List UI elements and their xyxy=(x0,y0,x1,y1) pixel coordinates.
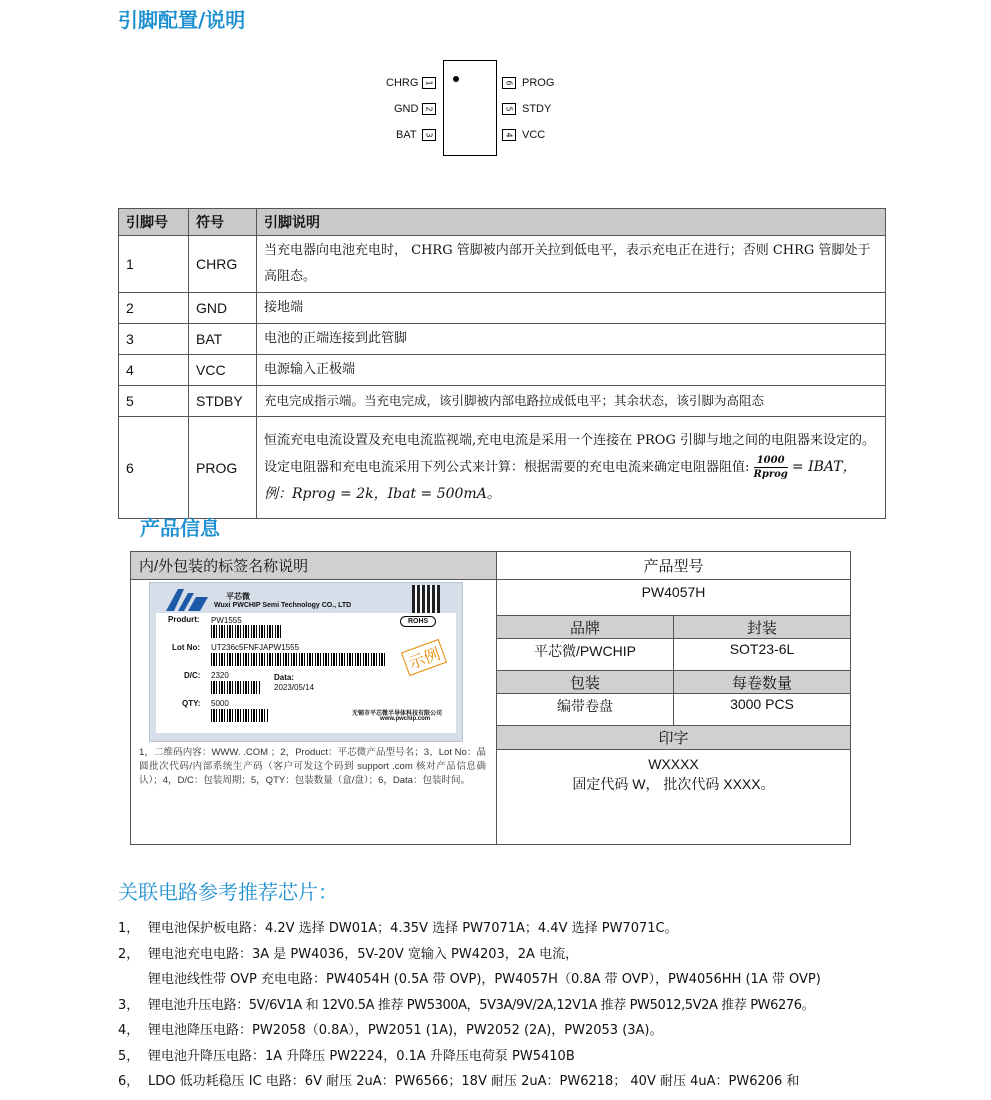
label-footer-url: www.pwchip.com xyxy=(380,716,431,722)
label-qty-label: QTY: xyxy=(182,699,201,708)
pin1-dot-icon xyxy=(453,76,459,82)
label-note-text: 1，二维码内容：WWW. .COM ；2，Product：平芯微产品型号名；3、Lot No：晶圆批次代码/内部系统生产码（客户可发这个码到 support .com 核对产品信息确认）；4，D/C：包装周期；5，QTY：包装数量（盒/盘）；6，Data：包装时间。 xyxy=(139,747,486,786)
pin-description-table xyxy=(118,208,886,519)
label-brand-cn: 平芯微 xyxy=(226,592,250,601)
pwchip-logo-icon xyxy=(164,587,214,613)
pin-symbol: GND xyxy=(189,293,257,324)
packing-value: 编带卷盘 xyxy=(497,694,674,726)
pin-description: 电池的正端连接到此管脚 xyxy=(257,324,886,355)
label-header: 内/外包装的标签名称说明 xyxy=(131,552,497,580)
label-qty-value: 5000 xyxy=(211,699,229,708)
formula-fraction xyxy=(754,454,788,481)
label-company: Wuxi PWCHIP Semi Technology CO., LTD xyxy=(214,602,352,609)
table-row xyxy=(119,355,886,386)
label-product-value: PW1555 xyxy=(211,616,242,625)
table-header-row xyxy=(119,209,886,236)
marking-note: 固定代码 W， 批次代码 XXXX。 xyxy=(572,776,775,792)
list-item: 4， 锂电池降压电路：PW2058（0.8A），PW2051 (1A)，PW2052 (2A)，PW2053 (3A)。 xyxy=(118,1023,663,1038)
pin-label-stdy: STDY xyxy=(522,103,552,115)
pin-description: 接地端 xyxy=(257,293,886,324)
label-data-value: 2023/05/14 xyxy=(274,683,315,692)
recommend-list xyxy=(118,916,878,1095)
qty-barcode-icon xyxy=(211,709,269,722)
label-footer-cn: 无锡市平芯微半导体科技有限公司 xyxy=(352,711,443,717)
pin-number: 6 xyxy=(119,417,189,519)
pin-6: 6 xyxy=(502,77,516,89)
pin-label-chrg: CHRG xyxy=(386,77,419,89)
chip-pinout-diagram xyxy=(380,58,560,162)
table-row xyxy=(119,293,886,324)
pin-1: 1 xyxy=(422,77,436,89)
pin-description-prog xyxy=(257,417,886,519)
pin-4: 4 xyxy=(502,129,516,141)
dc-barcode-icon xyxy=(211,681,261,694)
table-row xyxy=(119,324,886,355)
pin-number: 3 xyxy=(119,324,189,355)
pin-label-vcc: VCC xyxy=(522,129,546,141)
product-info-heading: 产品信息 xyxy=(140,516,220,540)
list-item: 3， 锂电池升压电路：5V/6V1A 和 12V0.5A 推荐 PW5300A，5V3A/9V/2A,12V1A 推荐 PW5012,5V2A 推荐 PW6276。 xyxy=(118,997,815,1013)
label-lot-label: Lot No: xyxy=(172,643,200,652)
pin-symbol: BAT xyxy=(189,324,257,355)
pin-number: 2 xyxy=(119,293,189,324)
formula-numerator: 1000 xyxy=(754,454,788,468)
pin-label-gnd: GND xyxy=(394,103,419,115)
formula-denominator: Rprog xyxy=(753,468,788,480)
sample-stamp: 示例 xyxy=(401,639,447,676)
package-header: 封装 xyxy=(674,616,851,639)
label-lot-value: UT236c5FNFJAPW1555 xyxy=(211,643,300,652)
label-body xyxy=(156,613,456,733)
pin-description: 当充电器向电池充电时， CHRG 管脚被内部开关拉到低电平，表示充电正在进行；否则 CHRG 管脚处于高阻态。 xyxy=(257,236,886,293)
package-value: SOT23-6L xyxy=(674,639,851,671)
label-dc-label: D/C: xyxy=(184,671,201,680)
list-item: 1， 锂电池保护板电路：4.2V 选择 DW01A；4.35V 选择 PW7071A；4.4V 选择 PW7071C。 xyxy=(118,921,678,936)
pin-symbol: VCC xyxy=(189,355,257,386)
model-value: PW4057H xyxy=(497,580,851,616)
list-item: 2， 锂电池充电电路：3A 是 PW4036，5V-20V 宽输入 PW4203，2A 电流， xyxy=(118,946,579,962)
chip-body xyxy=(443,60,497,156)
label-product-label: Produrt: xyxy=(168,615,200,624)
lot-barcode-icon xyxy=(211,653,387,666)
marking-cell xyxy=(497,750,851,845)
marking-header: 印字 xyxy=(497,726,851,750)
list-item: 5， 锂电池升降压电路：1A 升降压 PW2224，0.1A 升降压电荷泵 PW5410B xyxy=(118,1048,575,1064)
product-barcode-icon xyxy=(211,625,281,638)
label-data-label: Data: xyxy=(274,673,295,682)
model-header: 产品型号 xyxy=(497,552,851,580)
marking-value: WXXXX xyxy=(648,756,699,772)
formula-rest: = IBAT，例：Rprog = 2k，Ibat = 500mA。 xyxy=(264,458,857,502)
packing-header: 包装 xyxy=(497,671,674,694)
label-dc-value: 2320 xyxy=(211,671,229,680)
qty-value: 3000 PCS xyxy=(674,694,851,726)
label-sample-cell xyxy=(131,580,497,845)
pin-symbol: STDBY xyxy=(189,386,257,417)
pin-number: 4 xyxy=(119,355,189,386)
pin-number: 1 xyxy=(119,236,189,293)
header-description: 引脚说明 xyxy=(257,209,886,236)
list-item: 锂电池线性带 OVP 充电电路：PW4054H (0.5A 带 OVP)，PW4057H（0.8A 带 OVP），PW4056HH (1A 带 OVP) xyxy=(148,972,821,987)
qr-code-icon xyxy=(412,585,440,613)
pin-3: 3 xyxy=(422,129,436,141)
list-item: 6， LDO 低功耗稳压 IC 电路：6V 耐压 2uA：PW6566；18V 耐压 2uA：PW6218； 40V 耐压 4uA：PW6206 和 xyxy=(118,1074,800,1089)
header-symbol: 符号 xyxy=(189,209,257,236)
pin-config-heading: 引脚配置/说明 xyxy=(118,8,246,32)
pin-5: 5 xyxy=(502,103,516,115)
pin-2: 2 xyxy=(422,103,436,115)
qty-header: 每卷数量 xyxy=(674,671,851,694)
brand-value: 平芯微/PWCHIP xyxy=(497,639,674,671)
prog-description-text: 恒流充电电流设置及充电电流监视端,充电电流是采用一个连接在 PROG 引脚与地之间的电阻器来设定的。设定电阻器和充电电流采用下列公式来计算：根据需要的充电电流来确定电阻器阻值: xyxy=(264,432,875,475)
label-sample-image xyxy=(149,582,463,742)
pin-label-bat: BAT xyxy=(396,129,417,141)
pin-label-prog: PROG xyxy=(522,77,555,89)
pin-description: 电源输入正极端 xyxy=(257,355,886,386)
rohs-badge: ROHS xyxy=(400,616,436,627)
header-pin-number: 引脚号 xyxy=(119,209,189,236)
table-row xyxy=(119,386,886,417)
brand-header: 品牌 xyxy=(497,616,674,639)
pin-description: 充电完成指示端。当充电完成，该引脚被内部电路拉成低电平；其余状态，该引脚为高阻态 xyxy=(257,386,886,417)
pin-symbol: CHRG xyxy=(189,236,257,293)
pin-symbol: PROG xyxy=(189,417,257,519)
table-row xyxy=(119,417,886,519)
product-info-table xyxy=(130,551,851,845)
pin-number: 5 xyxy=(119,386,189,417)
related-heading: 关联电路参考推荐芯片： xyxy=(118,880,338,904)
table-row xyxy=(119,236,886,293)
